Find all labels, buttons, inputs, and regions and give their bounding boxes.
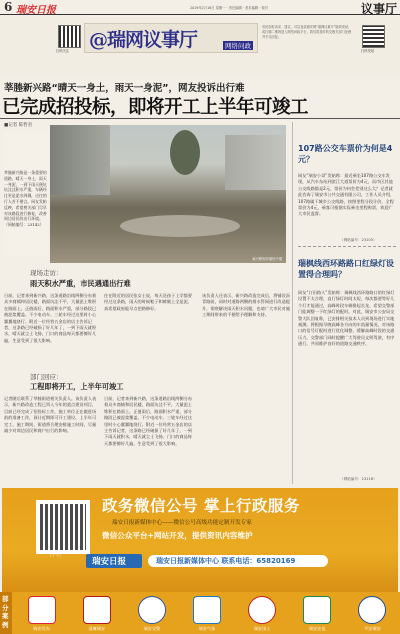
photo-building-right [225, 135, 286, 190]
date-line: 2019年2月18日 星期一 · 责任编辑 · 美术编辑 · 校对 [190, 6, 268, 10]
case-logo-icon [248, 596, 276, 624]
lead-body-col1b: 记者随后联系了莘塍街道相关负责人。该负责人表示，新兴路改造工程已列入今年的重点建设项目，目前已经完成了招投标工作，施工单位正在做进场前的准备工作，预计近期即可开工建设，上半年可完工。施工期间，街道将合理安排施工时间，尽量减少对周边居民和商户出行的影响。 [4, 396, 97, 434]
lead-body-col3: 该负责人还表示，新兴路改造完成后，将铺设沥青路面，同时对道路两侧的排水管网进行改造提升，彻底解决雨天积水问题，也请广大市民对施工期间带来的不便给予理解和支持。 [202, 293, 290, 318]
ad-line2: 微信公众平台+网站开发，提供资讯内容维护 [102, 531, 253, 540]
sub1-label: 现场走访： [30, 269, 63, 277]
side-divider [298, 246, 396, 247]
paper-name: 瑞安日报 [16, 5, 56, 16]
side2-headline: 瑞枫线西环路路口红绿灯设置得合理吗？ [298, 259, 394, 279]
headline-rule [0, 118, 400, 119]
ad-block [2, 488, 398, 592]
case-label: 瑞安国土 [253, 626, 271, 631]
case-logo-icon [303, 596, 331, 624]
section-title: 议事厅 [360, 2, 397, 16]
side1-note: （网帖编号：23105） [340, 238, 377, 242]
banner-title-box [84, 23, 258, 53]
case-item[interactable] [132, 594, 172, 634]
side2-body: 网友“汀田路人”发帖称：瑞枫线西环路路口的红绿灯设置不太合理，直行绿灯时间太短，每次都要等好几个灯才能通过，高峰时段车辆排起长龙，希望交警部门能调整一下红绿灯的配时。对此，瑞安市公安局交警大队回复称，已安排相关技术人员到现场进行实地观测，将根据早晚高峰各方向的车流量情况，对该路口的信号灯配时进行优化调整，缓解高峰时段的交通压力。交警部门同时提醒广大驾驶员文明驾驶，有序通行，共同维护良好的道路交通秩序。 [298, 290, 395, 347]
side1-body: 网友“瑞安小哥”发帖称：最近乘坐107路公交车发现，从汽车东站到滨江大道票价为4元，而市区其他公交线路都是2元，票价为何会差别这么大？记者就此咨询了瑞安市公共交通有限公司，工作人员介绍，107路属于城乡公交线路，按照里程分段计价，全程票价为4元，乘客可根据实际乘坐里程购票，欢迎广大市民监督。 [298, 173, 395, 217]
case-item[interactable] [352, 594, 392, 634]
case-item[interactable] [242, 594, 282, 634]
ad-contact-bar [148, 555, 328, 567]
lead-photo [50, 125, 286, 263]
sub2-label: 部门回应： [30, 373, 63, 381]
photo-building-left [50, 125, 110, 195]
photo-tree [170, 130, 200, 175]
case-logo-icon [83, 596, 111, 624]
lead-body-col1: 日前，记者来到新兴路，这条道路沿线两侧分布着众多商铺和居民楼，路面坑洼不平，大量泥土堆积在路面上。正值雨后，路面积水严重，部分路段已被泥浆覆盖。不少电动车、三轮车经过这里时小心翼翼地绕行。附近一位经营五金店的店主告诉记者，这条路已经破损了好几年了，一到下雨天就积水，晴天就尘土飞扬，门口的商品每天都要擦好几遍，生意受到了很大影响。 [4, 293, 97, 343]
case-label: 瑞安发布 [33, 626, 50, 631]
masthead [0, 0, 400, 14]
case-label: 清廉瑞安 [88, 626, 106, 631]
banner [0, 17, 400, 77]
case-label: 瑞安安监 [308, 626, 326, 631]
case-logo-icon [138, 596, 166, 624]
lead-body-col2: 住在附近的居民张女士说，每天送孩子上学都要经过这条路，雨天的时候鞋子和裤腿上全是泥，真希望政府能早点把路修好。 [104, 293, 192, 311]
left-qr-caption: 扫码关注 [56, 49, 70, 53]
case-logo-icon [193, 596, 221, 624]
case-logo-icon [358, 596, 386, 624]
ad-qr-caption: 扫一扫 [50, 553, 61, 557]
ad-contact[interactable]: 瑞安日报新媒体中心 联系电话：65820169 [156, 557, 296, 565]
case-item[interactable] [297, 594, 337, 634]
right-qr-code[interactable] [362, 25, 385, 48]
lead-intro: 莘塍新兴路是一条重要的道路，晴天一身土，雨天一身泥，一到下雨天便坑坑洼洼积水严重，车辆经过更是泥水四溅，过往的行人苦不堪言。网友发帖反映，希望相关部门尽早对该路段进行修复，改善周边居民的出行环境。（网帖编号：23142） [4, 170, 47, 228]
page-number: 6 [4, 0, 13, 14]
case-label: 平安瑞安 [364, 626, 381, 631]
right-qr-caption: 扫码发帖 [361, 49, 375, 53]
masthead-rule [0, 14, 400, 15]
photo-puddle [120, 215, 240, 237]
lead-body-col2b: 日前，记者来到新兴路，这条道路沿线两侧分布着众多商铺和居民楼，路面坑洼不平，大量泥土堆积在路面上。正值雨后，路面积水严重，部分路段已被泥浆覆盖。不少电动车、三轮车经过这里时小心翼翼地绕行。附近一位经营五金店的店主告诉记者，这条路已经破损了好几年了，一到下雨天就积水，晴天就尘土飞扬，门口的商品每天都要擦好几遍，生意受到了很大影响。 [104, 396, 192, 446]
ad-brand-badge [86, 554, 142, 568]
footer [0, 592, 400, 634]
case-label: 瑞安交警 [143, 626, 161, 631]
sub2-title: 工程即将开工，上半年可竣工 [30, 382, 124, 391]
ad-qr-pattern [40, 504, 86, 550]
ad-qr-code[interactable] [36, 500, 90, 554]
case-item[interactable] [77, 594, 117, 634]
case-item[interactable] [187, 594, 227, 634]
lead-kicker: 莘塍新兴路“晴天一身土，雨天一身泥”，网友投诉出行难 [4, 83, 245, 94]
left-qr-code[interactable] [58, 25, 81, 48]
case-label: 瑞安气象 [198, 626, 216, 631]
case-logo-icon [28, 596, 56, 624]
banner-title: @瑞网议事厅 [89, 29, 198, 51]
footer-label: 部分案例 [2, 595, 9, 629]
ad-brand: 瑞安日报 [92, 557, 127, 567]
lead-headline: 已完成招投标，即将开工上半年可竣工 [2, 97, 309, 118]
footer-label-box [0, 592, 12, 634]
banner-blurb: 市民如有诉求、建议，可以登录瑞安网“瑞网议事厅”版块发帖，或扫描二维码进入网络问政平台，我们将及时转交相关部门处理并予以回复。 [262, 25, 352, 40]
intro-box [4, 132, 48, 256]
byline: ■记者 陈哲君 [4, 123, 33, 128]
side1-headline: 107路公交车票价为何是4元？ [298, 144, 393, 164]
side2-note: （网帖编号：23118） [340, 477, 377, 481]
ad-headline: 政务微信公号 掌上行政服务 [102, 497, 300, 515]
sub1-title: 雨天积水严重，市民遇通出行难 [30, 279, 131, 288]
case-item[interactable] [22, 594, 62, 634]
ad-line1: 瑞安日报新媒体中心——微信公号高级功能定制开发专家 [112, 520, 252, 526]
photo-caption: 新兴路现状堪忧不堪 [252, 257, 282, 261]
case-list [14, 594, 400, 634]
column-divider [292, 122, 293, 484]
banner-subtitle: 网络问政 [225, 42, 251, 50]
